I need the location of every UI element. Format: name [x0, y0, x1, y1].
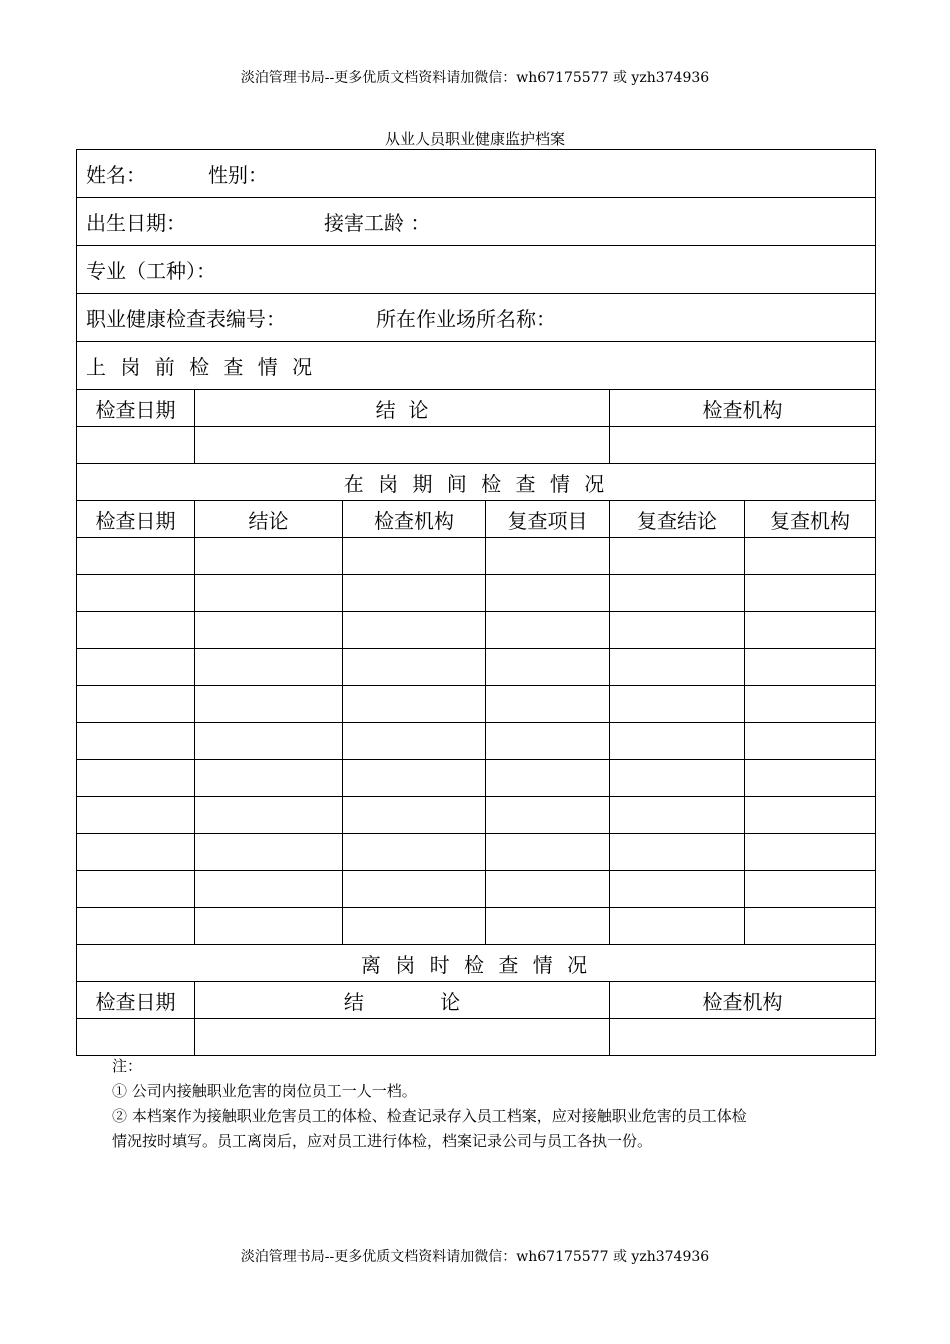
- gender-field[interactable]: 性别：: [208, 163, 268, 187]
- row-form-workplace: [77, 294, 876, 342]
- birth-date-field[interactable]: 出生日期：: [86, 211, 186, 235]
- on-post-header-row: [77, 501, 876, 538]
- on-post-recheck-item-cell[interactable]: [486, 723, 610, 760]
- on-post-entry-row: [77, 686, 876, 723]
- row-name-gender: [77, 150, 876, 198]
- on-post-recheck-conclusion-cell[interactable]: [610, 908, 745, 945]
- pre-post-title: 上 岗 前 检 查 情 况: [86, 355, 317, 379]
- leave-post-entry-row: [77, 1019, 876, 1056]
- workplace-field[interactable]: 所在作业场所名称：: [376, 307, 556, 331]
- on-post-recheck-item-cell[interactable]: [486, 760, 610, 797]
- on-post-recheck-item-cell[interactable]: [486, 871, 610, 908]
- row-birth-exposure: [77, 198, 876, 246]
- on-post-recheck-conclusion-cell[interactable]: [610, 723, 745, 760]
- on-post-entry-row: [77, 538, 876, 575]
- section-on-post: [77, 464, 876, 501]
- watermark-footer: 淡泊管理书局--更多优质文档资料请加微信：wh67175577 或 yzh374936: [240, 1249, 710, 1265]
- specialty-field[interactable]: 专业（工种）：: [86, 259, 216, 283]
- on-post-institution-cell[interactable]: [343, 538, 486, 575]
- pre-post-header-institution: 检查机构: [610, 390, 876, 427]
- on-post-institution-cell[interactable]: [343, 908, 486, 945]
- on-post-recheck-conclusion-cell[interactable]: [610, 612, 745, 649]
- on-post-header-recheck-institution: 复查机构: [745, 501, 876, 538]
- leave-post-title: 离 岗 时 检 查 情 况: [360, 952, 592, 977]
- on-post-recheck-conclusion-cell[interactable]: [610, 871, 745, 908]
- on-post-institution-cell[interactable]: [343, 575, 486, 612]
- on-post-conclusion-cell[interactable]: [195, 723, 343, 760]
- pre-post-entry-row: [77, 427, 876, 464]
- on-post-header-conclusion: 结论: [195, 501, 343, 538]
- on-post-date-cell[interactable]: [77, 871, 195, 908]
- on-post-entry-row: [77, 797, 876, 834]
- on-post-institution-cell[interactable]: [343, 760, 486, 797]
- section-pre-post: [77, 342, 876, 390]
- on-post-date-cell[interactable]: [77, 834, 195, 871]
- leave-post-header-date: 检查日期: [77, 982, 195, 1019]
- on-post-conclusion-cell[interactable]: [195, 612, 343, 649]
- on-post-recheck-conclusion-cell[interactable]: [610, 538, 745, 575]
- on-post-institution-cell[interactable]: [343, 834, 486, 871]
- on-post-recheck-conclusion-cell[interactable]: [610, 575, 745, 612]
- on-post-header-recheck-item: 复查项目: [486, 501, 610, 538]
- leave-post-header-row: [77, 982, 876, 1019]
- notes: [112, 1054, 852, 1154]
- on-post-conclusion-cell[interactable]: [195, 908, 343, 945]
- on-post-recheck-institution-cell[interactable]: [745, 649, 876, 686]
- pre-post-header-date: 检查日期: [77, 390, 195, 427]
- on-post-recheck-item-cell[interactable]: [486, 908, 610, 945]
- on-post-recheck-institution-cell[interactable]: [745, 834, 876, 871]
- on-post-recheck-institution-cell[interactable]: [745, 723, 876, 760]
- note-item: ① 公司内接触职业危害的岗位员工一人一档。: [112, 1082, 417, 1100]
- health-record-form: [76, 149, 876, 1056]
- on-post-header-date: 检查日期: [77, 501, 195, 538]
- on-post-date-cell[interactable]: [77, 908, 195, 945]
- document-title: 从业人员职业健康监护档案: [384, 130, 565, 148]
- on-post-recheck-item-cell[interactable]: [486, 612, 610, 649]
- on-post-date-cell[interactable]: [77, 575, 195, 612]
- on-post-title: 在 岗 期 间 检 查 情 况: [343, 471, 609, 496]
- on-post-institution-cell[interactable]: [343, 723, 486, 760]
- on-post-entry-row: [77, 612, 876, 649]
- on-post-date-cell[interactable]: [77, 649, 195, 686]
- on-post-recheck-item-cell[interactable]: [486, 538, 610, 575]
- pre-post-date-cell[interactable]: [77, 427, 195, 464]
- on-post-conclusion-cell[interactable]: [195, 686, 343, 723]
- on-post-recheck-conclusion-cell[interactable]: [610, 760, 745, 797]
- on-post-institution-cell[interactable]: [343, 612, 486, 649]
- on-post-institution-cell[interactable]: [343, 649, 486, 686]
- on-post-conclusion-cell[interactable]: [195, 649, 343, 686]
- on-post-recheck-item-cell[interactable]: [486, 834, 610, 871]
- leave-post-conclusion-cell[interactable]: [195, 1019, 610, 1056]
- on-post-recheck-institution-cell[interactable]: [745, 908, 876, 945]
- on-post-header-institution: 检查机构: [343, 501, 486, 538]
- on-post-recheck-institution-cell[interactable]: [745, 760, 876, 797]
- on-post-recheck-institution-cell[interactable]: [745, 686, 876, 723]
- watermark-header: 淡泊管理书局--更多优质文档资料请加微信：wh67175577 或 yzh374936: [240, 70, 710, 86]
- on-post-date-cell[interactable]: [77, 723, 195, 760]
- on-post-entry-row: [77, 871, 876, 908]
- on-post-recheck-conclusion-cell[interactable]: [610, 834, 745, 871]
- leave-post-header-institution: 检查机构: [610, 982, 876, 1019]
- on-post-recheck-item-cell[interactable]: [486, 797, 610, 834]
- on-post-institution-cell[interactable]: [343, 871, 486, 908]
- on-post-conclusion-cell[interactable]: [195, 538, 343, 575]
- on-post-entry-row: [77, 649, 876, 686]
- on-post-institution-cell[interactable]: [343, 797, 486, 834]
- on-post-conclusion-cell[interactable]: [195, 797, 343, 834]
- on-post-date-cell[interactable]: [77, 538, 195, 575]
- on-post-conclusion-cell[interactable]: [195, 834, 343, 871]
- note-item: ② 本档案作为接触职业危害员工的体检、检查记录存入员工档案，应对接触职业危害的员工体检: [112, 1107, 747, 1125]
- notes-label: 注：: [112, 1057, 143, 1075]
- leave-post-date-cell[interactable]: [77, 1019, 195, 1056]
- on-post-entry-row: [77, 575, 876, 612]
- on-post-recheck-conclusion-cell[interactable]: [610, 686, 745, 723]
- note-item: 情况按时填写。员工离岗后，应对员工进行体检，档案记录公司与员工各执一份。: [112, 1132, 653, 1150]
- on-post-entry-row: [77, 834, 876, 871]
- exam-form-number-field[interactable]: 职业健康检查表编号：: [86, 307, 286, 331]
- on-post-conclusion-cell[interactable]: [195, 760, 343, 797]
- on-post-conclusion-cell[interactable]: [195, 575, 343, 612]
- pre-post-institution-cell[interactable]: [610, 427, 876, 464]
- on-post-recheck-item-cell[interactable]: [486, 649, 610, 686]
- on-post-recheck-institution-cell[interactable]: [745, 871, 876, 908]
- on-post-date-cell[interactable]: [77, 612, 195, 649]
- leave-post-institution-cell[interactable]: [610, 1019, 876, 1056]
- name-field[interactable]: 姓名：: [86, 163, 146, 187]
- on-post-conclusion-cell[interactable]: [195, 871, 343, 908]
- on-post-recheck-conclusion-cell[interactable]: [610, 649, 745, 686]
- on-post-entry-row: [77, 723, 876, 760]
- on-post-recheck-institution-cell[interactable]: [745, 575, 876, 612]
- pre-post-header-row: [77, 390, 876, 427]
- on-post-entry-row: [77, 760, 876, 797]
- on-post-recheck-item-cell[interactable]: [486, 686, 610, 723]
- on-post-recheck-institution-cell[interactable]: [745, 612, 876, 649]
- on-post-header-recheck-conclusion: 复查结论: [610, 501, 745, 538]
- on-post-date-cell[interactable]: [77, 686, 195, 723]
- exposure-years-field[interactable]: 接害工龄 ：: [324, 211, 431, 235]
- on-post-recheck-institution-cell[interactable]: [745, 538, 876, 575]
- pre-post-conclusion-cell[interactable]: [195, 427, 610, 464]
- on-post-recheck-item-cell[interactable]: [486, 575, 610, 612]
- on-post-date-cell[interactable]: [77, 797, 195, 834]
- on-post-recheck-conclusion-cell[interactable]: [610, 797, 745, 834]
- pre-post-header-conclusion: 结 论: [195, 390, 610, 427]
- on-post-institution-cell[interactable]: [343, 686, 486, 723]
- on-post-recheck-institution-cell[interactable]: [745, 797, 876, 834]
- on-post-entry-row: [77, 908, 876, 945]
- on-post-entries: [77, 538, 876, 945]
- on-post-date-cell[interactable]: [77, 760, 195, 797]
- leave-post-header-conclusion: 结 论: [195, 982, 610, 1019]
- section-leave-post: [77, 945, 876, 982]
- row-specialty: [77, 246, 876, 294]
